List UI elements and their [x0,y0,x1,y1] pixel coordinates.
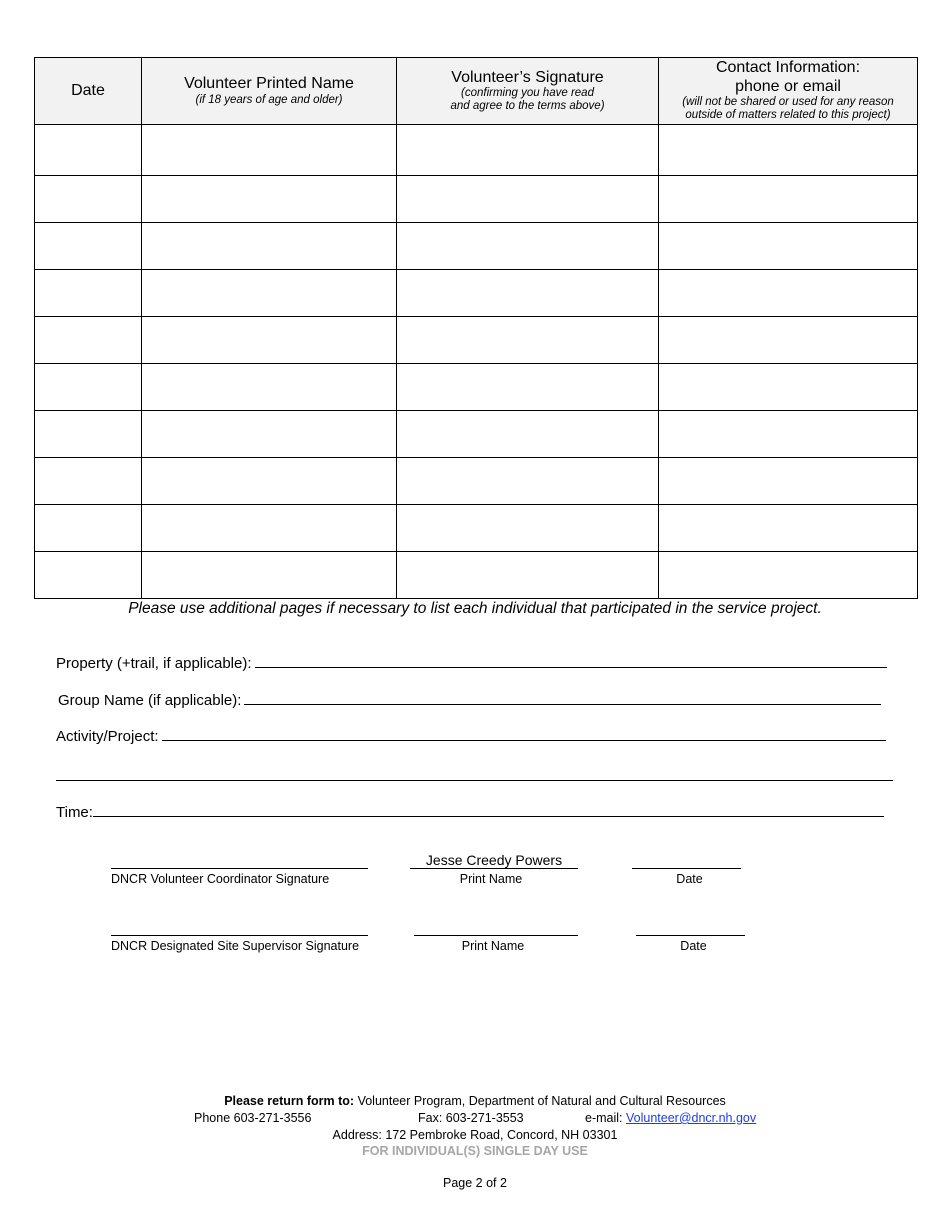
table-row [35,505,918,552]
coordinator-signature-line[interactable] [111,868,368,869]
cell-date[interactable] [35,552,142,599]
cell-signature[interactable] [397,125,659,176]
date-label-2: Date [680,939,707,953]
group-name-field [58,689,881,709]
header-signature-label: Volunteer’s Signature [451,68,604,86]
cell-signature[interactable] [397,270,659,317]
cell-contact[interactable] [659,364,918,411]
phone-number: Phone 603-271-3556 [194,1111,312,1125]
email-block [585,1111,756,1125]
property-input-line[interactable] [255,652,887,668]
cell-date[interactable] [35,223,142,270]
activity-field [56,725,886,745]
header-contact-note-1: (will not be shared or used for any reason [682,96,894,109]
additional-pages-note: Please use additional pages if necessary to list each individual that participated in the service project. [128,600,822,617]
header-contact-label-2: phone or email [735,77,841,95]
cell-date[interactable] [35,270,142,317]
cell-signature[interactable] [397,552,659,599]
cell-signature[interactable] [397,505,659,552]
cell-date[interactable] [35,411,142,458]
time-field [56,801,884,821]
header-signature-note-2: and agree to the terms above) [450,100,605,113]
cell-signature[interactable] [397,364,659,411]
supervisor-signature-label: DNCR Designated Site Supervisor Signature [111,939,360,953]
supervisor-signature-line[interactable] [111,935,368,936]
mailing-address: Address: 172 Pembroke Road, Concord, NH 03301 [332,1128,618,1142]
page-number: Page 2 of 2 [443,1176,507,1190]
cell-contact[interactable] [659,458,918,505]
activity-input-line[interactable] [162,725,886,741]
cell-contact[interactable] [659,411,918,458]
header-printed-name [142,58,397,125]
cell-signature[interactable] [397,223,659,270]
group-name-label: Group Name (if applicable): [58,692,242,709]
cell-contact[interactable] [659,223,918,270]
cell-signature[interactable] [397,458,659,505]
cell-printed-name[interactable] [142,458,397,505]
table-row [35,317,918,364]
cell-signature[interactable] [397,176,659,223]
cell-printed-name[interactable] [142,176,397,223]
property-label: Property (+trail, if applicable): [56,655,252,672]
return-label: Please return form to: [224,1094,355,1108]
table-row [35,364,918,411]
cell-date[interactable] [35,364,142,411]
supervisor-date-line[interactable] [636,935,745,936]
cell-contact[interactable] [659,176,918,223]
cell-printed-name[interactable] [142,270,397,317]
coordinator-print-name: Jesse Creedy Powers [410,853,578,869]
cell-printed-name[interactable] [142,223,397,270]
time-label: Time: [56,804,93,821]
cell-printed-name[interactable] [142,411,397,458]
activity-label: Activity/Project: [56,728,159,745]
cell-signature[interactable] [397,317,659,364]
header-printed-name-note: (if 18 years of age and older) [195,93,343,106]
print-name-label-1: Print Name [459,872,523,886]
cell-printed-name[interactable] [142,125,397,176]
cell-signature[interactable] [397,411,659,458]
volunteer-signin-table [34,57,918,599]
table-row [35,458,918,505]
cell-date[interactable] [35,317,142,364]
header-contact-note-2: outside of matters related to this project) [685,109,891,122]
cell-contact[interactable] [659,125,918,176]
usage-notice: FOR INDIVIDUAL(S) SINGLE DAY USE [362,1144,588,1158]
table-row [35,223,918,270]
cell-contact[interactable] [659,505,918,552]
header-printed-name-label: Volunteer Printed Name [184,75,354,93]
property-field [56,652,887,672]
table-row [35,270,918,317]
cell-printed-name[interactable] [142,552,397,599]
cell-printed-name[interactable] [142,505,397,552]
cell-printed-name[interactable] [142,317,397,364]
print-name-label-2: Print Name [461,939,525,953]
return-instructions [0,1094,950,1108]
header-contact-label-1: Contact Information: [715,59,861,77]
header-date [35,58,142,125]
activity-continuation-line[interactable] [56,780,893,781]
table-header-row [35,58,918,125]
header-signature-note-1: (confirming you have read [461,86,594,99]
coordinator-signature-label: DNCR Volunteer Coordinator Signature [111,872,330,886]
table-row [35,411,918,458]
cell-contact[interactable] [659,270,918,317]
cell-printed-name[interactable] [142,364,397,411]
table-row [35,176,918,223]
cell-date[interactable] [35,458,142,505]
cell-contact[interactable] [659,317,918,364]
cell-date[interactable] [35,176,142,223]
cell-contact[interactable] [659,552,918,599]
email-label: e-mail: [585,1111,623,1125]
table-row [35,125,918,176]
supervisor-print-name-line[interactable] [414,935,578,936]
coordinator-date-line[interactable] [632,868,741,869]
fax-number: Fax: 603-271-3553 [418,1111,524,1125]
date-label-1: Date [676,872,703,886]
header-contact [659,58,918,125]
time-input-line[interactable] [93,801,884,817]
return-address-text: Volunteer Program, Department of Natural and Cultural Resources [357,1094,726,1108]
cell-date[interactable] [35,125,142,176]
table-row [35,552,918,599]
header-signature [397,58,659,125]
group-name-input-line[interactable] [244,689,881,705]
header-date-label: Date [71,81,105,99]
cell-date[interactable] [35,505,142,552]
email-link[interactable]: Volunteer@dncr.nh.gov [626,1111,757,1125]
